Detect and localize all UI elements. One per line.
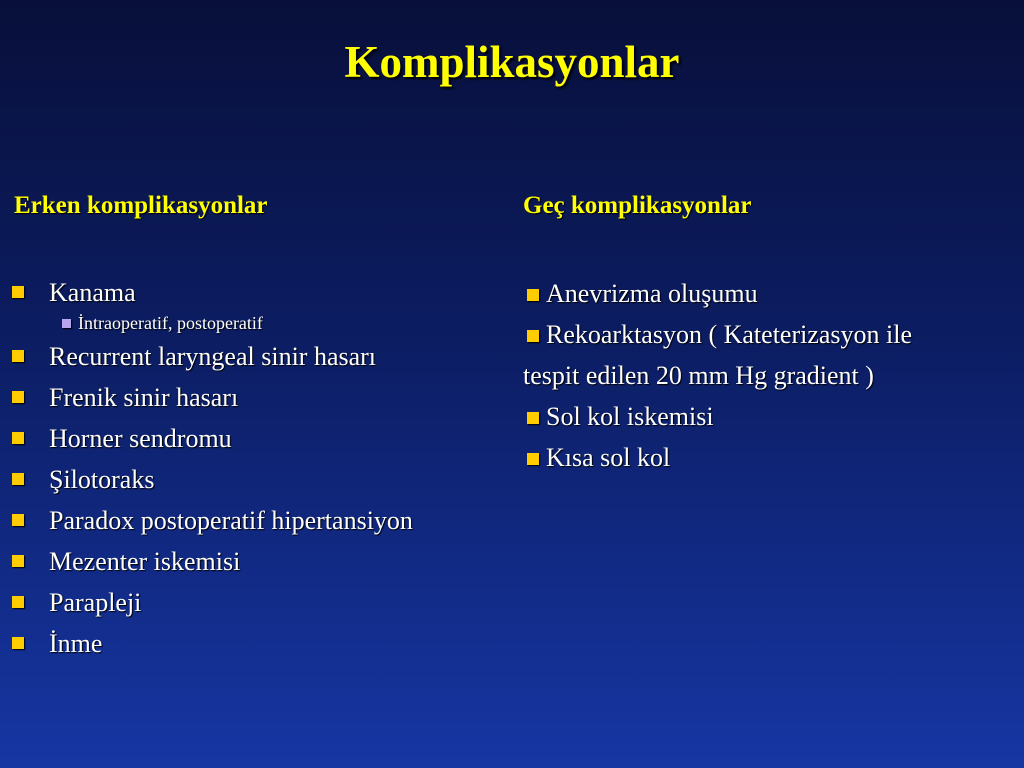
- list-item: [523, 314, 1018, 355]
- list-item: [0, 336, 520, 377]
- list-item-text: Paradox postoperatif hipertansiyon: [49, 506, 413, 535]
- list-item-text: Parapleji: [49, 588, 142, 617]
- square-bullet-icon: [12, 391, 24, 403]
- square-bullet-icon: [12, 350, 24, 362]
- square-bullet-icon: [527, 289, 539, 301]
- list-item-text: Kanama: [49, 278, 136, 307]
- list-item-text: Recurrent laryngeal sinir hasarı: [49, 342, 377, 371]
- list-item: [0, 272, 520, 313]
- list-item: [0, 500, 520, 541]
- list-item-text: Rekoarktasyon ( Kateterizasyon ile: [546, 320, 913, 349]
- square-bullet-icon: [527, 453, 539, 465]
- list-item: [0, 377, 520, 418]
- list-item-text: Mezenter iskemisi: [49, 547, 241, 576]
- list-item-text: Anevrizma oluşumu: [546, 279, 758, 308]
- square-bullet-icon: [12, 473, 24, 485]
- square-bullet-icon: [12, 637, 24, 649]
- list-item: [0, 623, 520, 664]
- list-item: [0, 418, 520, 459]
- square-bullet-icon: [12, 555, 24, 567]
- list-item-text: Horner sendromu: [49, 424, 232, 453]
- square-bullet-icon: [527, 412, 539, 424]
- list-item: [523, 437, 1018, 478]
- list-item: [523, 273, 1018, 314]
- list-item-text: Şilotoraks: [49, 465, 155, 494]
- sub-list-item-text: İntraoperatif, postoperatif: [78, 313, 263, 333]
- list-item-continuation: [523, 355, 1018, 396]
- list-item: [0, 582, 520, 623]
- square-sub-bullet-icon: [62, 319, 71, 328]
- list-item: [0, 459, 520, 500]
- square-bullet-icon: [527, 330, 539, 342]
- early-complications-heading: Erken komplikasyonlar: [14, 192, 268, 219]
- late-complications-list: [523, 273, 1018, 478]
- square-bullet-icon: [12, 514, 24, 526]
- list-item: [523, 396, 1018, 437]
- square-bullet-icon: [12, 432, 24, 444]
- early-complications-list: [0, 272, 520, 664]
- list-item: [0, 541, 520, 582]
- slide-title: Komplikasyonlar: [344, 37, 680, 87]
- list-item-text: İnme: [49, 629, 103, 658]
- list-item-text: Kısa sol kol: [546, 443, 671, 472]
- square-bullet-icon: [12, 596, 24, 608]
- late-complications-heading: Geç komplikasyonlar: [523, 192, 752, 219]
- sub-list-item: [0, 309, 520, 337]
- list-item-text: Frenik sinir hasarı: [49, 383, 239, 412]
- list-item-text: Sol kol iskemisi: [546, 402, 714, 431]
- list-item-text: tespit edilen 20 mm Hg gradient ): [523, 361, 874, 390]
- square-bullet-icon: [12, 286, 24, 298]
